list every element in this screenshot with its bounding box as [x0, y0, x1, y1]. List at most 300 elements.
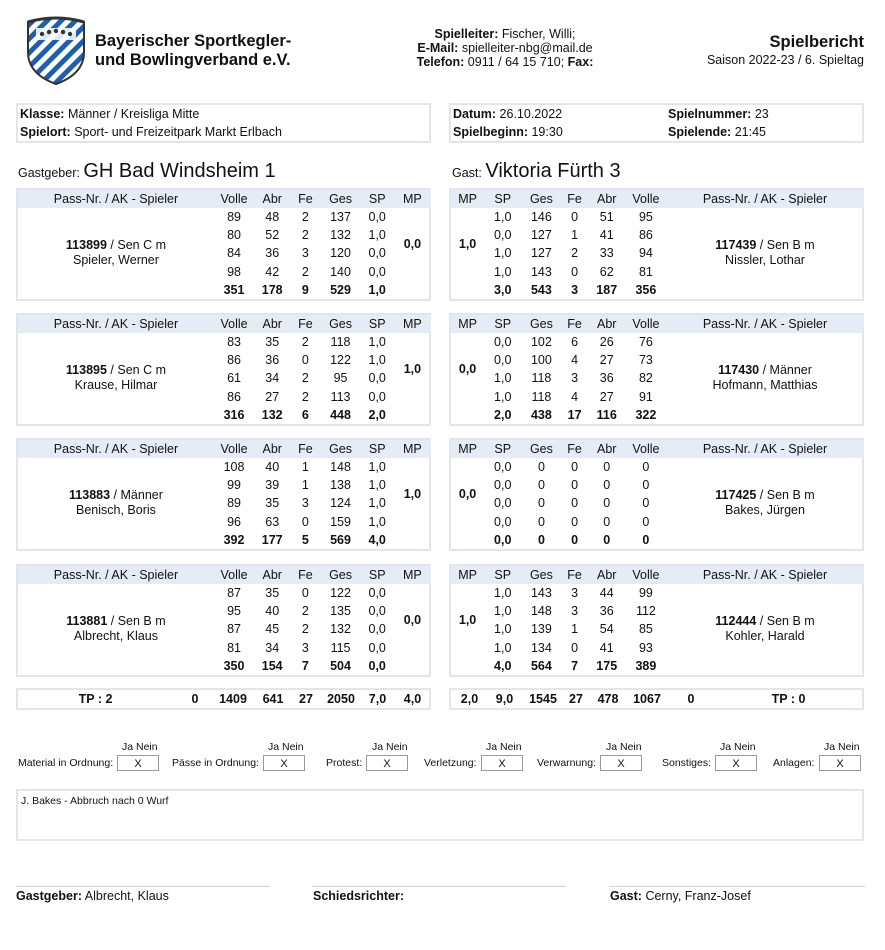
- volle-value: 0: [642, 514, 650, 529]
- telefon-value: 0911 / 64 15 710;: [467, 55, 565, 69]
- check-label: Verletzung:: [424, 757, 477, 769]
- home-signature: [16, 889, 169, 903]
- abr-value: 35: [265, 335, 280, 350]
- guest-total-sp: 9,0: [495, 692, 514, 706]
- sum-mp-empty: [451, 406, 484, 424]
- volle-value: 95: [227, 604, 241, 619]
- volle-value: 82: [638, 371, 653, 386]
- guest-score-table: [451, 315, 864, 424]
- volle-value: 86: [227, 389, 241, 404]
- age-class: Sen B m: [766, 614, 815, 629]
- table-header-row: [18, 440, 431, 458]
- column-header: MP: [451, 315, 484, 333]
- sum-volle: 356: [635, 282, 657, 297]
- sum-fe: 17: [567, 407, 582, 422]
- separator: /: [756, 238, 767, 253]
- player-cell: [18, 208, 214, 299]
- ges-value: 137: [330, 210, 351, 225]
- abr-value: 26: [599, 335, 614, 350]
- abr-value: 45: [265, 622, 280, 637]
- sum-abr: 175: [596, 658, 618, 673]
- ges-value: 120: [330, 246, 351, 261]
- volle-value: 108: [223, 460, 245, 475]
- separator: /: [110, 488, 121, 503]
- sp-value: 1,0: [368, 228, 386, 243]
- guest-signature-line: [609, 886, 865, 887]
- home-total-sp: 7,0: [368, 692, 387, 706]
- fe-value: 2: [301, 389, 309, 404]
- abr-value: 62: [599, 264, 614, 279]
- separator: /: [106, 363, 118, 378]
- contact-info: [380, 27, 630, 69]
- guest-totals: [449, 688, 864, 710]
- column-header: Fe: [290, 315, 320, 333]
- player-cell: [18, 458, 214, 549]
- sum-fe: 6: [301, 407, 309, 422]
- volle-value: 112: [635, 604, 656, 619]
- abr-value: 42: [265, 264, 280, 279]
- spielort-label: Spielort:: [20, 125, 71, 139]
- volle-value: 0: [642, 496, 650, 511]
- pass-number: 112444: [715, 614, 757, 629]
- home-player-block-2: [16, 313, 431, 426]
- abr-value: 27: [599, 353, 614, 368]
- home-player-block-3: [16, 438, 431, 551]
- check-box[interactable]: X: [366, 755, 408, 771]
- abr-value: 35: [265, 496, 280, 511]
- sum-mp-empty: [394, 531, 431, 549]
- volle-value: 87: [227, 586, 241, 601]
- check-label: Anlagen:: [773, 757, 815, 769]
- column-header: Pass-Nr. / AK - Spieler: [18, 440, 214, 458]
- fe-value: 0: [571, 210, 579, 225]
- sum-fe: 0: [571, 532, 579, 547]
- sp-value: 0,0: [368, 640, 386, 655]
- column-header: MP: [394, 440, 431, 458]
- sp-value: 0,0: [368, 371, 386, 386]
- sp-value: 0,0: [494, 228, 512, 243]
- mp-value: 0,0: [403, 613, 422, 628]
- sp-value: 0,0: [368, 210, 386, 225]
- check-label: Material in Ordnung:: [18, 757, 114, 769]
- column-header: Pass-Nr. / AK - Spieler: [666, 440, 864, 458]
- ges-value: 140: [330, 264, 351, 279]
- fe-value: 2: [301, 210, 309, 225]
- table-row: [18, 584, 431, 602]
- notes-box: [16, 789, 864, 841]
- mp-value: 1,0: [458, 237, 477, 252]
- leiter-value: Fischer, Willi;: [501, 27, 576, 41]
- volle-value: 84: [227, 246, 241, 261]
- spielnummer-label: Spielnummer:: [668, 107, 752, 121]
- home-score-table: [18, 566, 431, 675]
- abr-value: 63: [265, 514, 280, 529]
- home-player-block-4: [16, 564, 431, 677]
- check-label: Verwarnung:: [537, 757, 596, 769]
- sum-abr: 132: [261, 407, 283, 422]
- column-header: Fe: [562, 315, 588, 333]
- age-class: Sen B m: [766, 238, 815, 253]
- column-header: Ges: [521, 440, 561, 458]
- check-label: Sonstiges:: [662, 757, 712, 769]
- check-box[interactable]: X: [481, 755, 523, 771]
- table-header-row: [451, 440, 864, 458]
- fe-value: 1: [571, 622, 579, 637]
- sum-sp: 4,0: [494, 658, 512, 673]
- player-name: Hofmann, Matthias: [712, 378, 818, 393]
- sum-mp-empty: [451, 657, 484, 675]
- column-header: SP: [361, 566, 394, 584]
- column-header: Abr: [254, 440, 290, 458]
- player-name: Benisch, Boris: [76, 503, 156, 518]
- guest-player-block-1: [449, 188, 864, 301]
- fe-value: 2: [571, 246, 579, 261]
- spielbeginn-label: Spielbeginn:: [453, 125, 528, 139]
- fe-value: 3: [301, 640, 309, 655]
- column-header: Volle: [214, 440, 254, 458]
- check-box[interactable]: X: [715, 755, 757, 771]
- column-header: Volle: [626, 440, 666, 458]
- player-cell: [18, 333, 214, 424]
- datum-label: Datum:: [453, 107, 497, 121]
- fe-value: 3: [571, 371, 579, 386]
- report-subtitle: Saison 2022-23 / 6. Spieltag: [706, 53, 864, 67]
- ges-value: 148: [330, 460, 351, 475]
- volle-value: 89: [227, 496, 241, 511]
- guest-signature-label: Gast:: [610, 889, 642, 903]
- separator: /: [107, 614, 118, 629]
- ges-value: 132: [330, 622, 351, 637]
- home-score-table: [18, 440, 431, 549]
- fe-value: 2: [301, 335, 309, 350]
- fe-value: 3: [301, 496, 309, 511]
- table-row: [451, 458, 864, 476]
- column-header: SP: [361, 440, 394, 458]
- column-header: SP: [484, 566, 521, 584]
- column-header: Ges: [320, 315, 360, 333]
- fe-value: 4: [571, 389, 579, 404]
- volle-value: 81: [638, 264, 653, 279]
- player-cell: [18, 584, 214, 675]
- check-box[interactable]: X: [117, 755, 159, 771]
- sum-ges: 529: [330, 282, 351, 297]
- table-header-row: [18, 566, 431, 584]
- sum-abr: 177: [261, 532, 283, 547]
- home-score-table: [18, 315, 431, 424]
- column-header: Fe: [290, 190, 320, 208]
- table-row: [18, 458, 431, 476]
- telefon-label: Telefon:: [416, 55, 465, 69]
- table-row: [451, 333, 864, 351]
- volle-value: 86: [638, 228, 653, 243]
- sp-value: 1,0: [494, 371, 512, 386]
- mp-value: 1,0: [403, 362, 422, 377]
- fe-value: 0: [571, 264, 579, 279]
- column-header: Volle: [214, 190, 254, 208]
- sum-sp: 4,0: [368, 532, 386, 547]
- sum-fe: 3: [571, 282, 579, 297]
- column-header: Ges: [521, 190, 561, 208]
- column-header: SP: [361, 190, 394, 208]
- sum-mp-empty: [394, 406, 431, 424]
- pass-number: 117425: [715, 488, 757, 503]
- sp-value: 0,0: [368, 389, 386, 404]
- volle-value: 91: [638, 389, 653, 404]
- volle-value: 0: [642, 478, 650, 493]
- referee-signature-line: [312, 886, 566, 887]
- column-header: Abr: [254, 190, 290, 208]
- guest-total-abr: 478: [597, 692, 619, 706]
- column-header: Pass-Nr. / AK - Spieler: [666, 315, 864, 333]
- pass-number: 117439: [715, 238, 757, 253]
- referee-signature: [313, 889, 404, 903]
- notes-text: J. Bakes - Abbruch nach 0 Wurf: [21, 795, 169, 807]
- volle-value: 61: [227, 371, 241, 386]
- column-header: Volle: [626, 566, 666, 584]
- table-row: [18, 333, 431, 351]
- sum-mp-empty: [394, 657, 431, 675]
- ges-value: 122: [330, 586, 351, 601]
- sum-fe: 5: [301, 532, 309, 547]
- sum-abr: 0: [603, 532, 611, 547]
- guest-total-fe: 27: [569, 692, 583, 706]
- column-header: SP: [484, 315, 521, 333]
- volle-value: 99: [227, 478, 241, 493]
- check-box[interactable]: X: [263, 755, 305, 771]
- check-box[interactable]: X: [600, 755, 642, 771]
- home-total-volle: 1409: [219, 692, 247, 706]
- sum-fe: 9: [301, 282, 309, 297]
- sp-value: 1,0: [494, 586, 512, 601]
- ja-nein-header: Ja Nein: [372, 741, 408, 753]
- separator: /: [106, 238, 118, 253]
- ges-value: 135: [330, 604, 351, 619]
- column-header: Fe: [562, 566, 588, 584]
- mp-value: 1,0: [403, 487, 422, 502]
- email-label: E-Mail:: [417, 41, 459, 55]
- ges-value: 138: [330, 478, 351, 493]
- abr-value: 0: [603, 460, 611, 475]
- fe-value: 1: [571, 228, 579, 243]
- column-header: Volle: [214, 315, 254, 333]
- sp-value: 1,0: [368, 478, 386, 493]
- player-name: Albrecht, Klaus: [73, 629, 158, 644]
- player-cell: [666, 584, 864, 675]
- spielnummer-value: 23: [754, 107, 769, 121]
- ges-value: 0: [537, 460, 545, 475]
- ges-value: 146: [530, 210, 552, 225]
- ges-value: 127: [530, 246, 552, 261]
- volle-value: 99: [638, 586, 653, 601]
- klasse-label: Klasse:: [20, 107, 65, 121]
- sp-value: 0,0: [368, 604, 386, 619]
- email-value[interactable]: spielleiter-nbg@mail.de: [461, 41, 593, 55]
- home-total-ges: 2050: [327, 692, 355, 706]
- column-header: Fe: [562, 190, 588, 208]
- sum-sp: 2,0: [368, 407, 386, 422]
- abr-value: 39: [265, 478, 280, 493]
- player-name: Nissler, Lothar: [725, 253, 805, 268]
- column-header: Fe: [290, 566, 320, 584]
- table-header-row: [18, 315, 431, 333]
- sum-fe: 7: [301, 658, 309, 673]
- sp-value: 1,0: [368, 460, 386, 475]
- ges-value: 124: [330, 496, 351, 511]
- column-header: Pass-Nr. / AK - Spieler: [18, 566, 214, 584]
- home-signature-value: Albrecht, Klaus: [84, 889, 169, 903]
- home-team-label: Gastgeber:: [18, 166, 80, 180]
- home-team-name: GH Bad Windsheim 1: [83, 160, 276, 182]
- sp-value: 1,0: [494, 622, 512, 637]
- ges-value: 115: [330, 640, 351, 655]
- column-header: SP: [484, 440, 521, 458]
- org-line-2: und Bowlingverband e.V.: [95, 51, 291, 69]
- abr-value: 0: [603, 514, 611, 529]
- sum-sp: 0,0: [494, 532, 512, 547]
- guest-player-block-4: [449, 564, 864, 677]
- sum-ges: 0: [537, 532, 545, 547]
- org-line-1: Bayerischer Sportkegler-: [95, 32, 292, 50]
- guest-team-name: Viktoria Fürth 3: [485, 160, 621, 182]
- leiter-label: Spielleiter:: [434, 27, 499, 41]
- sum-abr: 154: [261, 658, 283, 673]
- guest-total-mp: 2,0: [460, 692, 479, 706]
- player-name: Bakes, Jürgen: [725, 503, 805, 518]
- sp-value: 1,0: [494, 246, 512, 261]
- abr-value: 51: [599, 210, 614, 225]
- abr-value: 33: [599, 246, 614, 261]
- table-row: [451, 584, 864, 602]
- age-class: Sen B m: [766, 488, 815, 503]
- player-name: Krause, Hilmar: [74, 378, 158, 393]
- bskv-logo: [24, 12, 88, 86]
- check-label: Pässe in Ordnung:: [172, 757, 259, 769]
- check-label: Protest:: [326, 757, 363, 769]
- player-cell: [666, 458, 864, 549]
- ges-value: 0: [537, 478, 545, 493]
- column-header: Ges: [521, 566, 561, 584]
- guest-total-volle: 1067: [633, 692, 661, 706]
- abr-value: 40: [265, 460, 280, 475]
- player-name: Kohler, Harald: [725, 629, 805, 644]
- match-info-right: [449, 103, 864, 143]
- fe-value: 0: [571, 496, 579, 511]
- mp-value: 0,0: [458, 362, 477, 377]
- column-header: Pass-Nr. / AK - Spieler: [666, 566, 864, 584]
- abr-value: 52: [265, 228, 280, 243]
- player-cell: [666, 333, 864, 424]
- sp-value: 0,0: [494, 460, 512, 475]
- home-signature-label: Gastgeber:: [16, 889, 82, 903]
- ges-value: 100: [530, 353, 552, 368]
- ges-value: 139: [530, 622, 552, 637]
- sp-value: 1,0: [494, 640, 512, 655]
- home-score-table: [18, 190, 431, 299]
- fe-value: 3: [571, 604, 579, 619]
- fe-value: 6: [571, 335, 579, 350]
- table-header-row: [451, 566, 864, 584]
- spielbeginn-value: 19:30: [531, 125, 563, 139]
- abr-value: 44: [599, 586, 614, 601]
- check-box[interactable]: X: [819, 755, 861, 771]
- volle-value: 87: [227, 622, 241, 637]
- fe-value: 0: [301, 586, 309, 601]
- ges-value: 118: [330, 335, 351, 350]
- volle-value: 0: [642, 460, 650, 475]
- ges-value: 118: [531, 389, 552, 404]
- separator: /: [756, 614, 767, 629]
- ges-value: 0: [537, 514, 545, 529]
- sum-volle: 0: [642, 532, 650, 547]
- column-header: Pass-Nr. / AK - Spieler: [666, 190, 864, 208]
- sp-value: 0,0: [494, 478, 512, 493]
- volle-value: 80: [227, 228, 241, 243]
- sum-sp: 1,0: [368, 282, 386, 297]
- ges-value: 143: [530, 586, 552, 601]
- ges-value: 102: [530, 335, 552, 350]
- sp-value: 0,0: [368, 622, 386, 637]
- volle-value: 96: [227, 514, 241, 529]
- column-header: MP: [451, 440, 484, 458]
- column-header: Pass-Nr. / AK - Spieler: [18, 190, 214, 208]
- sum-sp: 0,0: [368, 658, 386, 673]
- home-signature-line: [16, 886, 270, 887]
- column-header: MP: [394, 190, 431, 208]
- column-header: Fe: [290, 440, 320, 458]
- sum-volle: 351: [223, 282, 245, 297]
- ges-value: 159: [330, 514, 351, 529]
- volle-value: 86: [227, 353, 241, 368]
- pass-number: 113883: [69, 488, 111, 503]
- home-total-mp: 4,0: [403, 692, 422, 706]
- sum-ges: 543: [530, 282, 552, 297]
- sp-value: 0,0: [494, 496, 512, 511]
- ja-nein-header: Ja Nein: [606, 741, 642, 753]
- ges-value: 148: [530, 604, 552, 619]
- separator: /: [756, 488, 767, 503]
- column-header: MP: [394, 566, 431, 584]
- column-header: MP: [451, 566, 484, 584]
- fe-value: 1: [301, 460, 309, 475]
- abr-value: 36: [265, 246, 280, 261]
- sp-value: 1,0: [368, 514, 386, 529]
- fe-value: 0: [571, 514, 579, 529]
- age-class: Sen C m: [117, 363, 167, 378]
- sum-mp-empty: [451, 281, 484, 299]
- fe-value: 3: [301, 246, 309, 261]
- abr-value: 36: [599, 371, 614, 386]
- home-totals: [16, 688, 431, 710]
- guest-score-table: [451, 440, 864, 549]
- column-header: Fe: [562, 440, 588, 458]
- fe-value: 2: [301, 604, 309, 619]
- sp-value: 0,0: [368, 264, 386, 279]
- sum-mp-empty: [394, 281, 431, 299]
- ges-value: 118: [531, 371, 552, 386]
- sp-value: 0,0: [368, 586, 386, 601]
- report-title: Spielbericht: [769, 33, 864, 51]
- guest-team: [452, 160, 621, 183]
- volle-value: 89: [227, 210, 241, 225]
- abr-value: 35: [265, 586, 280, 601]
- sum-volle: 350: [223, 658, 245, 673]
- abr-value: 27: [265, 389, 280, 404]
- sum-volle: 392: [223, 532, 245, 547]
- sum-volle: 389: [635, 658, 657, 673]
- ges-value: 132: [330, 228, 351, 243]
- age-class: Männer: [769, 363, 812, 378]
- age-class: Sen B m: [117, 614, 166, 629]
